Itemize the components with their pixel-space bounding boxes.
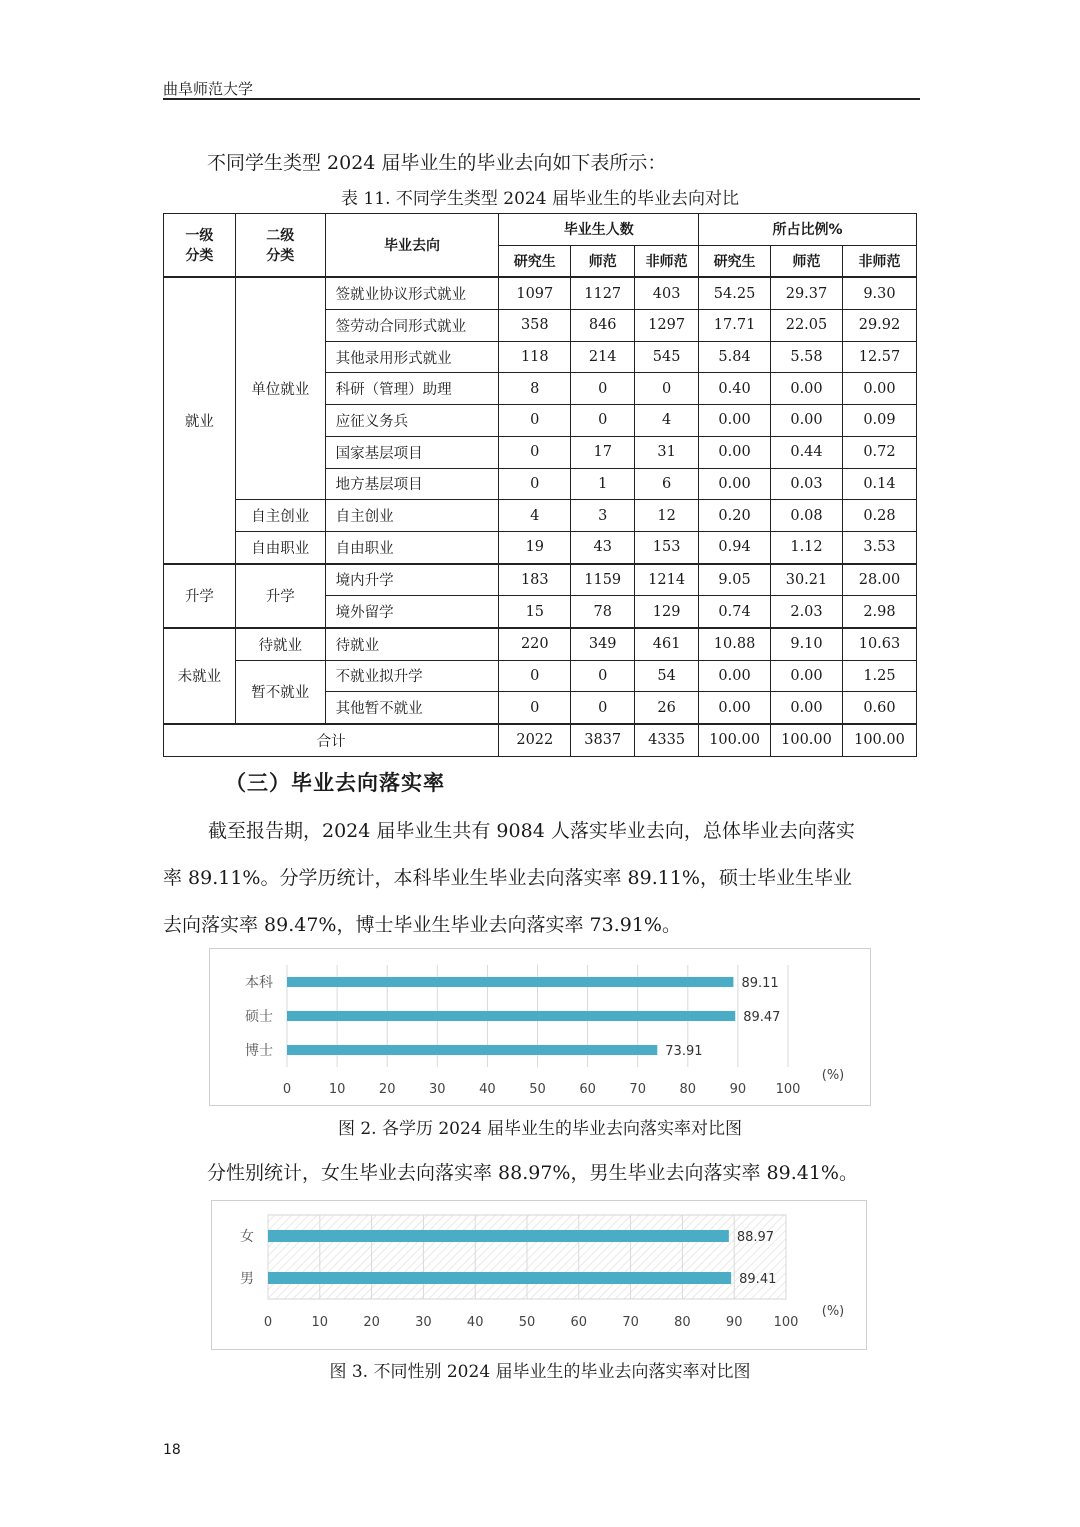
bar <box>268 1272 731 1284</box>
x-tick-label: 0 <box>282 1082 292 1097</box>
category-label: 本科 <box>245 975 273 991</box>
x-tick-label: 30 <box>415 1315 432 1330</box>
value-cell: 1.12 <box>771 531 843 563</box>
destination-cell: 科研（管理）助理 <box>325 373 499 405</box>
destination-cell: 境外留学 <box>325 596 499 628</box>
col-head-destination: 毕业去向 <box>325 214 499 278</box>
value-cell: 0 <box>499 468 571 500</box>
value-cell: 0.00 <box>771 405 843 437</box>
x-tick-label: 10 <box>328 1082 346 1097</box>
destination-cell: 应征义务兵 <box>325 405 499 437</box>
bar <box>287 1011 735 1021</box>
value-cell: 0.40 <box>699 373 771 405</box>
table-caption: 表 11. 不同学生类型 2024 届毕业生的毕业去向对比 <box>341 189 739 209</box>
category-label: 硕士 <box>245 1009 273 1025</box>
x-tick-label: 70 <box>622 1315 639 1330</box>
value-cell: 129 <box>635 596 699 628</box>
value-cell: 0.72 <box>842 436 916 468</box>
value-cell: 220 <box>499 628 571 660</box>
body-paragraph <box>163 808 920 949</box>
chart-degree <box>210 949 870 1105</box>
total-row <box>164 724 917 756</box>
x-tick-label: 40 <box>466 1315 484 1330</box>
value-cell: 2022 <box>499 724 571 756</box>
x-tick-label: 60 <box>570 1315 588 1330</box>
x-tick-label: 90 <box>729 1082 747 1097</box>
total-label-cell: 合计 <box>164 724 499 756</box>
x-tick-label: 30 <box>429 1082 446 1097</box>
value-cell: 5.84 <box>699 341 771 373</box>
value-cell: 0.28 <box>842 500 916 532</box>
value-cell: 0 <box>571 373 635 405</box>
value-cell: 1 <box>571 468 635 500</box>
value-cell: 0 <box>499 405 571 437</box>
value-cell: 0 <box>571 405 635 437</box>
value-cell: 846 <box>571 310 635 342</box>
col-head-sub: 研究生 <box>499 245 571 277</box>
value-cell: 349 <box>571 628 635 660</box>
value-cell: 0.00 <box>699 468 771 500</box>
paragraph-line: 截至报告期，2024 届毕业生共有 9084 人落实毕业去向，总体毕业去向落实 <box>208 820 855 842</box>
table-row <box>164 500 917 532</box>
figure-caption-degree: 图 2. 各学历 2024 届毕业生的毕业去向落实率对比图 <box>337 1119 743 1139</box>
subgroup-cell-temporarily-not: 暂不就业 <box>235 660 325 724</box>
destination-cell: 自由职业 <box>325 531 499 563</box>
value-cell: 0 <box>635 373 699 405</box>
col-head-count-group: 毕业生人数 <box>499 214 699 246</box>
paragraph-line: 去向落实率 89.47%，博士毕业生毕业去向落实率 73.91%。 <box>163 914 681 936</box>
header-row-1 <box>164 214 917 246</box>
value-cell: 4 <box>499 500 571 532</box>
value-cell: 0.03 <box>771 468 843 500</box>
category-label: 博士 <box>245 1043 273 1059</box>
subgroup-cell-awaiting: 待就业 <box>235 628 325 660</box>
x-tick-label: 100 <box>775 1082 801 1097</box>
table-intro-text: 不同学生类型 2024 届毕业生的毕业去向如下表所示： <box>207 152 667 174</box>
value-cell: 15 <box>499 596 571 628</box>
value-cell: 0 <box>499 692 571 724</box>
group-cell-employment: 就业 <box>164 277 236 563</box>
value-cell: 100.00 <box>699 724 771 756</box>
header-rule <box>163 98 920 100</box>
value-cell: 29.37 <box>771 277 843 309</box>
value-cell: 0.00 <box>771 660 843 692</box>
value-cell: 118 <box>499 341 571 373</box>
value-cell: 3.53 <box>842 531 916 563</box>
table-row <box>164 531 917 563</box>
data-label: 73.91 <box>665 1044 703 1059</box>
destination-cell: 待就业 <box>325 628 499 660</box>
value-cell: 54 <box>635 660 699 692</box>
destination-cell: 国家基层项目 <box>325 436 499 468</box>
value-cell: 26 <box>635 692 699 724</box>
value-cell: 2.98 <box>842 596 916 628</box>
value-cell: 0.00 <box>699 405 771 437</box>
value-cell: 214 <box>571 341 635 373</box>
value-cell: 0.08 <box>771 500 843 532</box>
data-label: 89.47 <box>743 1010 781 1025</box>
value-cell: 3 <box>571 500 635 532</box>
value-cell: 6 <box>635 468 699 500</box>
x-tick-label: 60 <box>579 1082 596 1097</box>
col-head-sub: 师范 <box>771 245 843 277</box>
category-label: 男 <box>240 1271 254 1287</box>
value-cell: 0.44 <box>771 436 843 468</box>
value-cell: 183 <box>499 564 571 596</box>
value-cell: 0.94 <box>699 531 771 563</box>
col-head-level1: 一级 分类 <box>164 214 236 278</box>
col-head-sub: 非师范 <box>842 245 916 277</box>
data-label: 88.97 <box>736 1230 775 1245</box>
value-cell: 4335 <box>635 724 699 756</box>
value-cell: 0.00 <box>699 436 771 468</box>
value-cell: 0.09 <box>842 405 916 437</box>
value-cell: 358 <box>499 310 571 342</box>
value-cell: 8 <box>499 373 571 405</box>
bar <box>287 1045 657 1055</box>
value-cell: 0.14 <box>842 468 916 500</box>
x-tick-label: 20 <box>363 1315 380 1330</box>
destination-cell: 不就业拟升学 <box>325 660 499 692</box>
value-cell: 12.57 <box>842 341 916 373</box>
x-tick-label: 70 <box>629 1082 646 1097</box>
value-cell: 1214 <box>635 564 699 596</box>
value-cell: 0.00 <box>842 373 916 405</box>
value-cell: 4 <box>635 405 699 437</box>
value-cell: 1097 <box>499 277 571 309</box>
value-cell: 2.03 <box>771 596 843 628</box>
value-cell: 545 <box>635 341 699 373</box>
chart-gender <box>212 1201 866 1349</box>
x-tick-label: 10 <box>311 1315 329 1330</box>
value-cell: 0.20 <box>699 500 771 532</box>
value-cell: 19 <box>499 531 571 563</box>
x-tick-label: 80 <box>674 1315 691 1330</box>
value-cell: 0.60 <box>842 692 916 724</box>
value-cell: 0 <box>499 436 571 468</box>
value-cell: 17 <box>571 436 635 468</box>
value-cell: 30.21 <box>771 564 843 596</box>
value-cell: 0.00 <box>699 660 771 692</box>
destination-cell: 地方基层项目 <box>325 468 499 500</box>
destination-table <box>163 213 917 757</box>
value-cell: 28.00 <box>842 564 916 596</box>
x-tick-label: 40 <box>479 1082 496 1097</box>
value-cell: 78 <box>571 596 635 628</box>
section-heading: （三）毕业去向落实率 <box>225 770 445 795</box>
value-cell: 1297 <box>635 310 699 342</box>
value-cell: 0 <box>499 660 571 692</box>
destination-cell: 其他录用形式就业 <box>325 341 499 373</box>
data-label: 89.41 <box>739 1272 777 1287</box>
x-tick-label: 80 <box>679 1082 697 1097</box>
x-tick-label: 50 <box>529 1082 546 1097</box>
col-head-sub: 师范 <box>571 245 635 277</box>
value-cell: 9.30 <box>842 277 916 309</box>
value-cell: 0 <box>571 660 635 692</box>
value-cell: 0.74 <box>699 596 771 628</box>
unit-label: (%) <box>821 1068 845 1083</box>
value-cell: 100.00 <box>842 724 916 756</box>
value-cell: 10.63 <box>842 628 916 660</box>
destination-cell: 签劳动合同形式就业 <box>325 310 499 342</box>
col-head-level2: 二级 分类 <box>235 214 325 278</box>
group-cell-further-study: 升学 <box>164 564 236 628</box>
destination-cell: 自主创业 <box>325 500 499 532</box>
table-row <box>164 660 917 692</box>
chart-gender-box <box>211 1200 867 1350</box>
value-cell: 461 <box>635 628 699 660</box>
col-head-ratio-group: 所占比例% <box>699 214 917 246</box>
value-cell: 29.92 <box>842 310 916 342</box>
value-cell: 31 <box>635 436 699 468</box>
col-head-sub: 非师范 <box>635 245 699 277</box>
col-head-sub: 研究生 <box>699 245 771 277</box>
bar <box>287 977 733 987</box>
group-cell-not-employed: 未就业 <box>164 628 236 724</box>
gender-paragraph: 分性别统计，女生毕业去向落实率 88.97%，男生毕业去向落实率 89.41%。 <box>207 1162 858 1184</box>
value-cell: 0.00 <box>699 692 771 724</box>
subgroup-cell-self-business: 自主创业 <box>235 500 325 532</box>
destination-cell: 境内升学 <box>325 564 499 596</box>
value-cell: 54.25 <box>699 277 771 309</box>
x-tick-label: 90 <box>725 1315 743 1330</box>
value-cell: 153 <box>635 531 699 563</box>
value-cell: 22.05 <box>771 310 843 342</box>
subgroup-cell-unit: 单位就业 <box>235 277 325 499</box>
table-row <box>164 277 917 309</box>
subgroup-cell-freelance: 自由职业 <box>235 531 325 563</box>
value-cell: 0.00 <box>771 373 843 405</box>
value-cell: 5.58 <box>771 341 843 373</box>
category-label: 女 <box>240 1229 254 1245</box>
x-tick-label: 50 <box>518 1315 536 1330</box>
value-cell: 10.88 <box>699 628 771 660</box>
data-label: 89.11 <box>741 976 779 991</box>
destination-cell: 签就业协议形式就业 <box>325 277 499 309</box>
value-cell: 1159 <box>571 564 635 596</box>
chart-degree-box <box>209 948 871 1106</box>
value-cell: 0 <box>571 692 635 724</box>
value-cell: 0.00 <box>771 692 843 724</box>
destination-cell: 其他暂不就业 <box>325 692 499 724</box>
subgroup-cell-further-study: 升学 <box>235 564 325 628</box>
paragraph-line: 率 89.11%。分学历统计，本科毕业生毕业去向落实率 89.11%，硕士毕业生毕业 <box>163 867 852 889</box>
value-cell: 403 <box>635 277 699 309</box>
value-cell: 1.25 <box>842 660 916 692</box>
bar <box>268 1230 729 1242</box>
figure-caption-gender: 图 3. 不同性别 2024 届毕业生的毕业去向落实率对比图 <box>329 1362 751 1382</box>
value-cell: 9.10 <box>771 628 843 660</box>
value-cell: 17.71 <box>699 310 771 342</box>
table-row <box>164 564 917 596</box>
value-cell: 12 <box>635 500 699 532</box>
value-cell: 9.05 <box>699 564 771 596</box>
x-tick-label: 20 <box>378 1082 396 1097</box>
x-tick-label: 0 <box>263 1315 273 1330</box>
table-row <box>164 628 917 660</box>
value-cell: 1127 <box>571 277 635 309</box>
value-cell: 43 <box>571 531 635 563</box>
value-cell: 100.00 <box>771 724 843 756</box>
page-number: 18 <box>163 1442 181 1458</box>
value-cell: 3837 <box>571 724 635 756</box>
x-tick-label: 100 <box>773 1315 799 1330</box>
unit-label: (%) <box>821 1304 845 1319</box>
running-header: 曲阜师范大学 <box>163 80 254 98</box>
